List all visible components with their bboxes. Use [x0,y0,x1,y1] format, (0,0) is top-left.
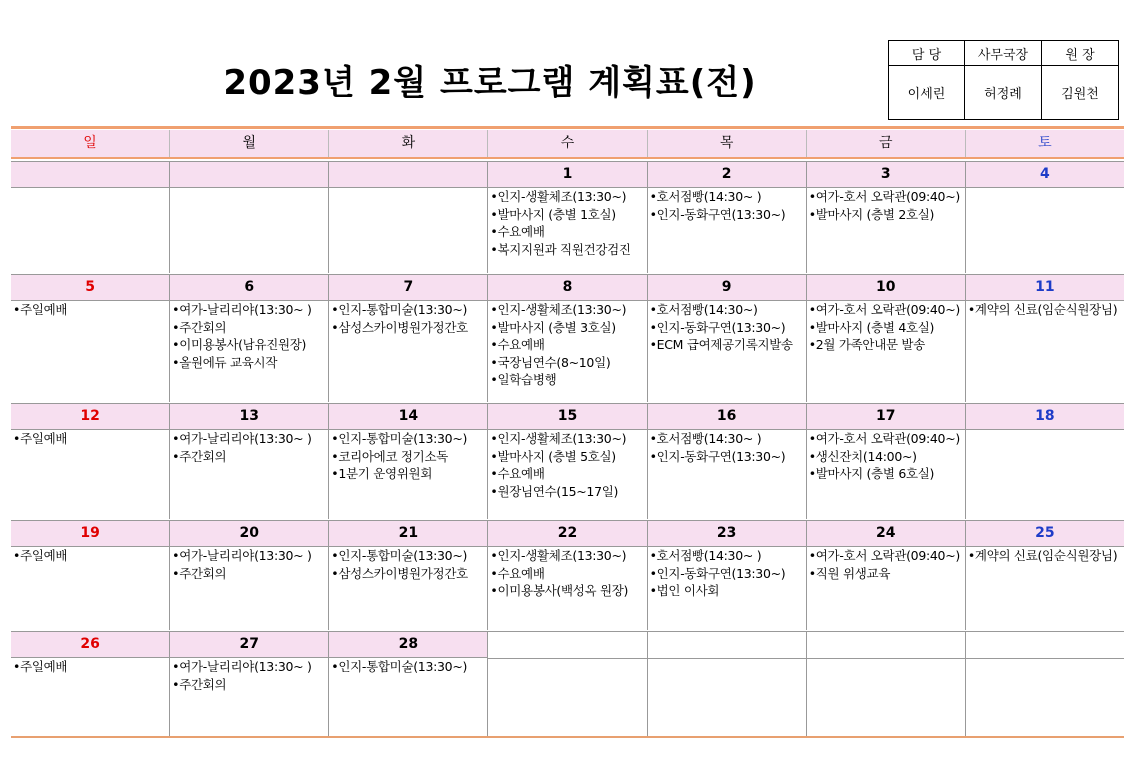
event-item: • 여가-날리리야(13:30~ ) [170,658,328,676]
calendar-day-cell [807,631,966,737]
event-item: • 법인 이사회 [648,582,806,600]
event-item: • 수요예배 [488,465,646,483]
day-number: 25 [966,520,1124,547]
event-item: • 계약의 신료(임순식원장님) [966,301,1124,319]
approval-name-staff: 이세린 [889,66,965,120]
day-number: 24 [807,520,965,547]
weekday-wed: 수 [488,130,647,157]
week-divider [11,520,1124,521]
event-item: • 발마사지 (층별 2호실) [807,206,965,224]
calendar-day-cell [329,631,488,737]
event-item: • 여가-호서 오락관(09:40~) [807,301,965,319]
event-item: • 수요예배 [488,336,646,354]
calendar-day-cell [488,520,647,630]
day-number: 1 [488,161,646,188]
event-item: • 여가-날리리야(13:30~ ) [170,547,328,565]
day-number: 22 [488,520,646,547]
day-number: 28 [329,631,487,658]
event-item: • 호서점빵(14:30~ ) [648,430,806,448]
event-item: • 주간회의 [170,448,328,466]
event-item: • 1분기 운영위원회 [329,465,487,483]
calendar-day-cell [966,520,1124,630]
calendar-day-cell [648,520,807,630]
calendar-day-cell [329,274,488,402]
day-number: 8 [488,274,646,301]
event-item: • 여가-날리리야(13:30~ ) [170,430,328,448]
calendar-day-cell [807,161,966,273]
page-title: 2023년 2월 프로그램 계획표(전) [223,63,757,103]
calendar-day-cell [966,161,1124,273]
event-item: • 여가-호서 오락관(09:40~) [807,188,965,206]
event-item: • 2월 가족안내문 발송 [807,336,965,354]
day-number: 14 [329,403,487,430]
day-number: 26 [11,631,169,658]
calendar-day-cell [11,161,170,273]
calendar-week [11,274,1124,402]
approval-header-staff: 담 당 [889,41,965,66]
event-item: • 일학습병행 [488,371,646,389]
day-number: 15 [488,403,646,430]
day-number: 12 [11,403,169,430]
day-number: 21 [329,520,487,547]
event-item: • 인지-통합미술(13:30~) [329,547,487,565]
day-number: 13 [170,403,328,430]
event-item: • 여가-날리리야(13:30~ ) [170,301,328,319]
event-item: • 복지지원과 직원건강검진 [488,241,646,259]
day-number [648,631,806,659]
calendar-day-cell [966,274,1124,402]
day-number: 3 [807,161,965,188]
calendar-day-cell [329,403,488,519]
event-item: • 인지-통합미술(13:30~) [329,658,487,676]
event-item: • 발마사지 (층별 6호실) [807,465,965,483]
event-item: • 삼성스카이병원가정간호 [329,319,487,337]
event-item: • 원장님연수(15~17일) [488,483,646,501]
event-item: • ECM 급여제공기록지발송 [648,336,806,354]
event-item: • 코리아에코 정기소독 [329,448,487,466]
weekday-sat: 토 [1038,135,1052,151]
event-item: • 인지-생활체조(13:30~) [488,547,646,565]
calendar-week [11,520,1124,630]
event-item: • 발마사지 (층별 3호실) [488,319,646,337]
event-item: • 수요예배 [488,223,646,241]
calendar-day-cell [648,631,807,737]
day-number [966,631,1124,659]
calendar-day-cell [648,161,807,273]
header-rule [11,126,1124,129]
approval-name-head: 김원천 [1042,66,1119,120]
day-number: 10 [807,274,965,301]
day-number: 2 [648,161,806,188]
event-item: • 인지-생활체조(13:30~) [488,430,646,448]
day-number: 16 [648,403,806,430]
event-item: • 인지-동화구연(13:30~) [648,319,806,337]
day-number: 5 [11,274,169,301]
weekday-sun: 일 [11,130,170,157]
event-item: • 주간회의 [170,565,328,583]
event-item: • 생신잔치(14:00~) [807,448,965,466]
calendar-day-cell [488,161,647,273]
event-item: • 주일예배 [11,658,169,676]
calendar-week [11,403,1124,519]
calendar-day-cell [488,631,647,737]
event-item: • 발마사지 (층별 5호실) [488,448,646,466]
day-number: 19 [11,520,169,547]
week-divider [11,403,1124,404]
calendar-day-cell [488,274,647,402]
event-item: • 직원 위생교육 [807,565,965,583]
event-item: • 주간회의 [170,319,328,337]
calendar-day-cell [170,631,329,737]
event-item: • 인지-동화구연(13:30~) [648,448,806,466]
calendar-day-cell [11,274,170,402]
event-item: • 주간회의 [170,676,328,694]
calendar-day-cell [966,631,1124,737]
calendar-day-cell [170,403,329,519]
event-item: • 인지-통합미술(13:30~) [329,430,487,448]
event-item: • 호서점빵(14:30~ ) [648,547,806,565]
calendar-day-cell [807,403,966,519]
event-item: • 인지-통합미술(13:30~) [329,301,487,319]
event-item: • 수요예배 [488,565,646,583]
event-item: • 여가-호서 오락관(09:40~) [807,430,965,448]
week-divider [11,161,1124,162]
event-item: • 인지-생활체조(13:30~) [488,188,646,206]
approval-table [888,40,1119,120]
day-number: 18 [966,403,1124,430]
calendar-day-cell [648,403,807,519]
day-number: 17 [807,403,965,430]
calendar-day-cell [170,274,329,402]
event-item: • 인지-동화구연(13:30~) [648,206,806,224]
approval-name-director: 허정례 [965,66,1042,120]
calendar-day-cell [807,520,966,630]
event-item: • 계약의 신료(임순식원장님) [966,547,1124,565]
calendar-day-cell [11,631,170,737]
day-number: 9 [648,274,806,301]
weekday-header-row [11,130,1124,159]
event-item: • 삼성스카이병원가정간호 [329,565,487,583]
footer-rule [11,736,1124,738]
calendar-week [11,161,1124,273]
day-number: 27 [170,631,328,658]
event-item: • 인지-동화구연(13:30~) [648,565,806,583]
calendar-day-cell [170,520,329,630]
day-number [807,631,965,659]
calendar-day-cell [170,161,329,273]
event-item: • 발마사지 (층별 1호실) [488,206,646,224]
day-number [329,161,487,188]
calendar-week [11,631,1124,737]
day-number: 20 [170,520,328,547]
week-divider [11,274,1124,275]
event-item: • 국장님연수(8~10일) [488,354,646,372]
event-item: • 발마사지 (층별 4호실) [807,319,965,337]
week-divider [11,631,1124,632]
calendar-day-cell [11,403,170,519]
calendar-day-cell [329,520,488,630]
day-number: 6 [170,274,328,301]
day-number: 23 [648,520,806,547]
event-item: • 주일예배 [11,430,169,448]
day-number [488,631,646,659]
approval-header-head: 원 장 [1042,41,1119,66]
event-item: • 이미용봉사(백성옥 원장) [488,582,646,600]
day-number [170,161,328,188]
approval-header-director: 사무국장 [965,41,1042,66]
day-number [11,161,169,188]
day-number: 7 [329,274,487,301]
weekday-thu: 목 [648,130,807,157]
calendar-day-cell [11,520,170,630]
event-item: • 호서점빵(14:30~) [648,301,806,319]
calendar-day-cell [648,274,807,402]
event-item: • 호서점빵(14:30~ ) [648,188,806,206]
event-item: • 올원에듀 교육시작 [170,354,328,372]
weekday-mon: 월 [170,130,329,157]
calendar-day-cell [966,403,1124,519]
day-number: 4 [966,161,1124,188]
calendar-day-cell [329,161,488,273]
event-item: • 주일예배 [11,547,169,565]
weekday-tue: 화 [329,130,488,157]
calendar-day-cell [488,403,647,519]
event-item: • 이미용봉사(남유진원장) [170,336,328,354]
event-item: • 인지-생활체조(13:30~) [488,301,646,319]
event-item: • 여가-호서 오락관(09:40~) [807,547,965,565]
event-item: • 주일예배 [11,301,169,319]
day-number: 11 [966,274,1124,301]
weekday-fri: 금 [807,130,966,157]
calendar-day-cell [807,274,966,402]
